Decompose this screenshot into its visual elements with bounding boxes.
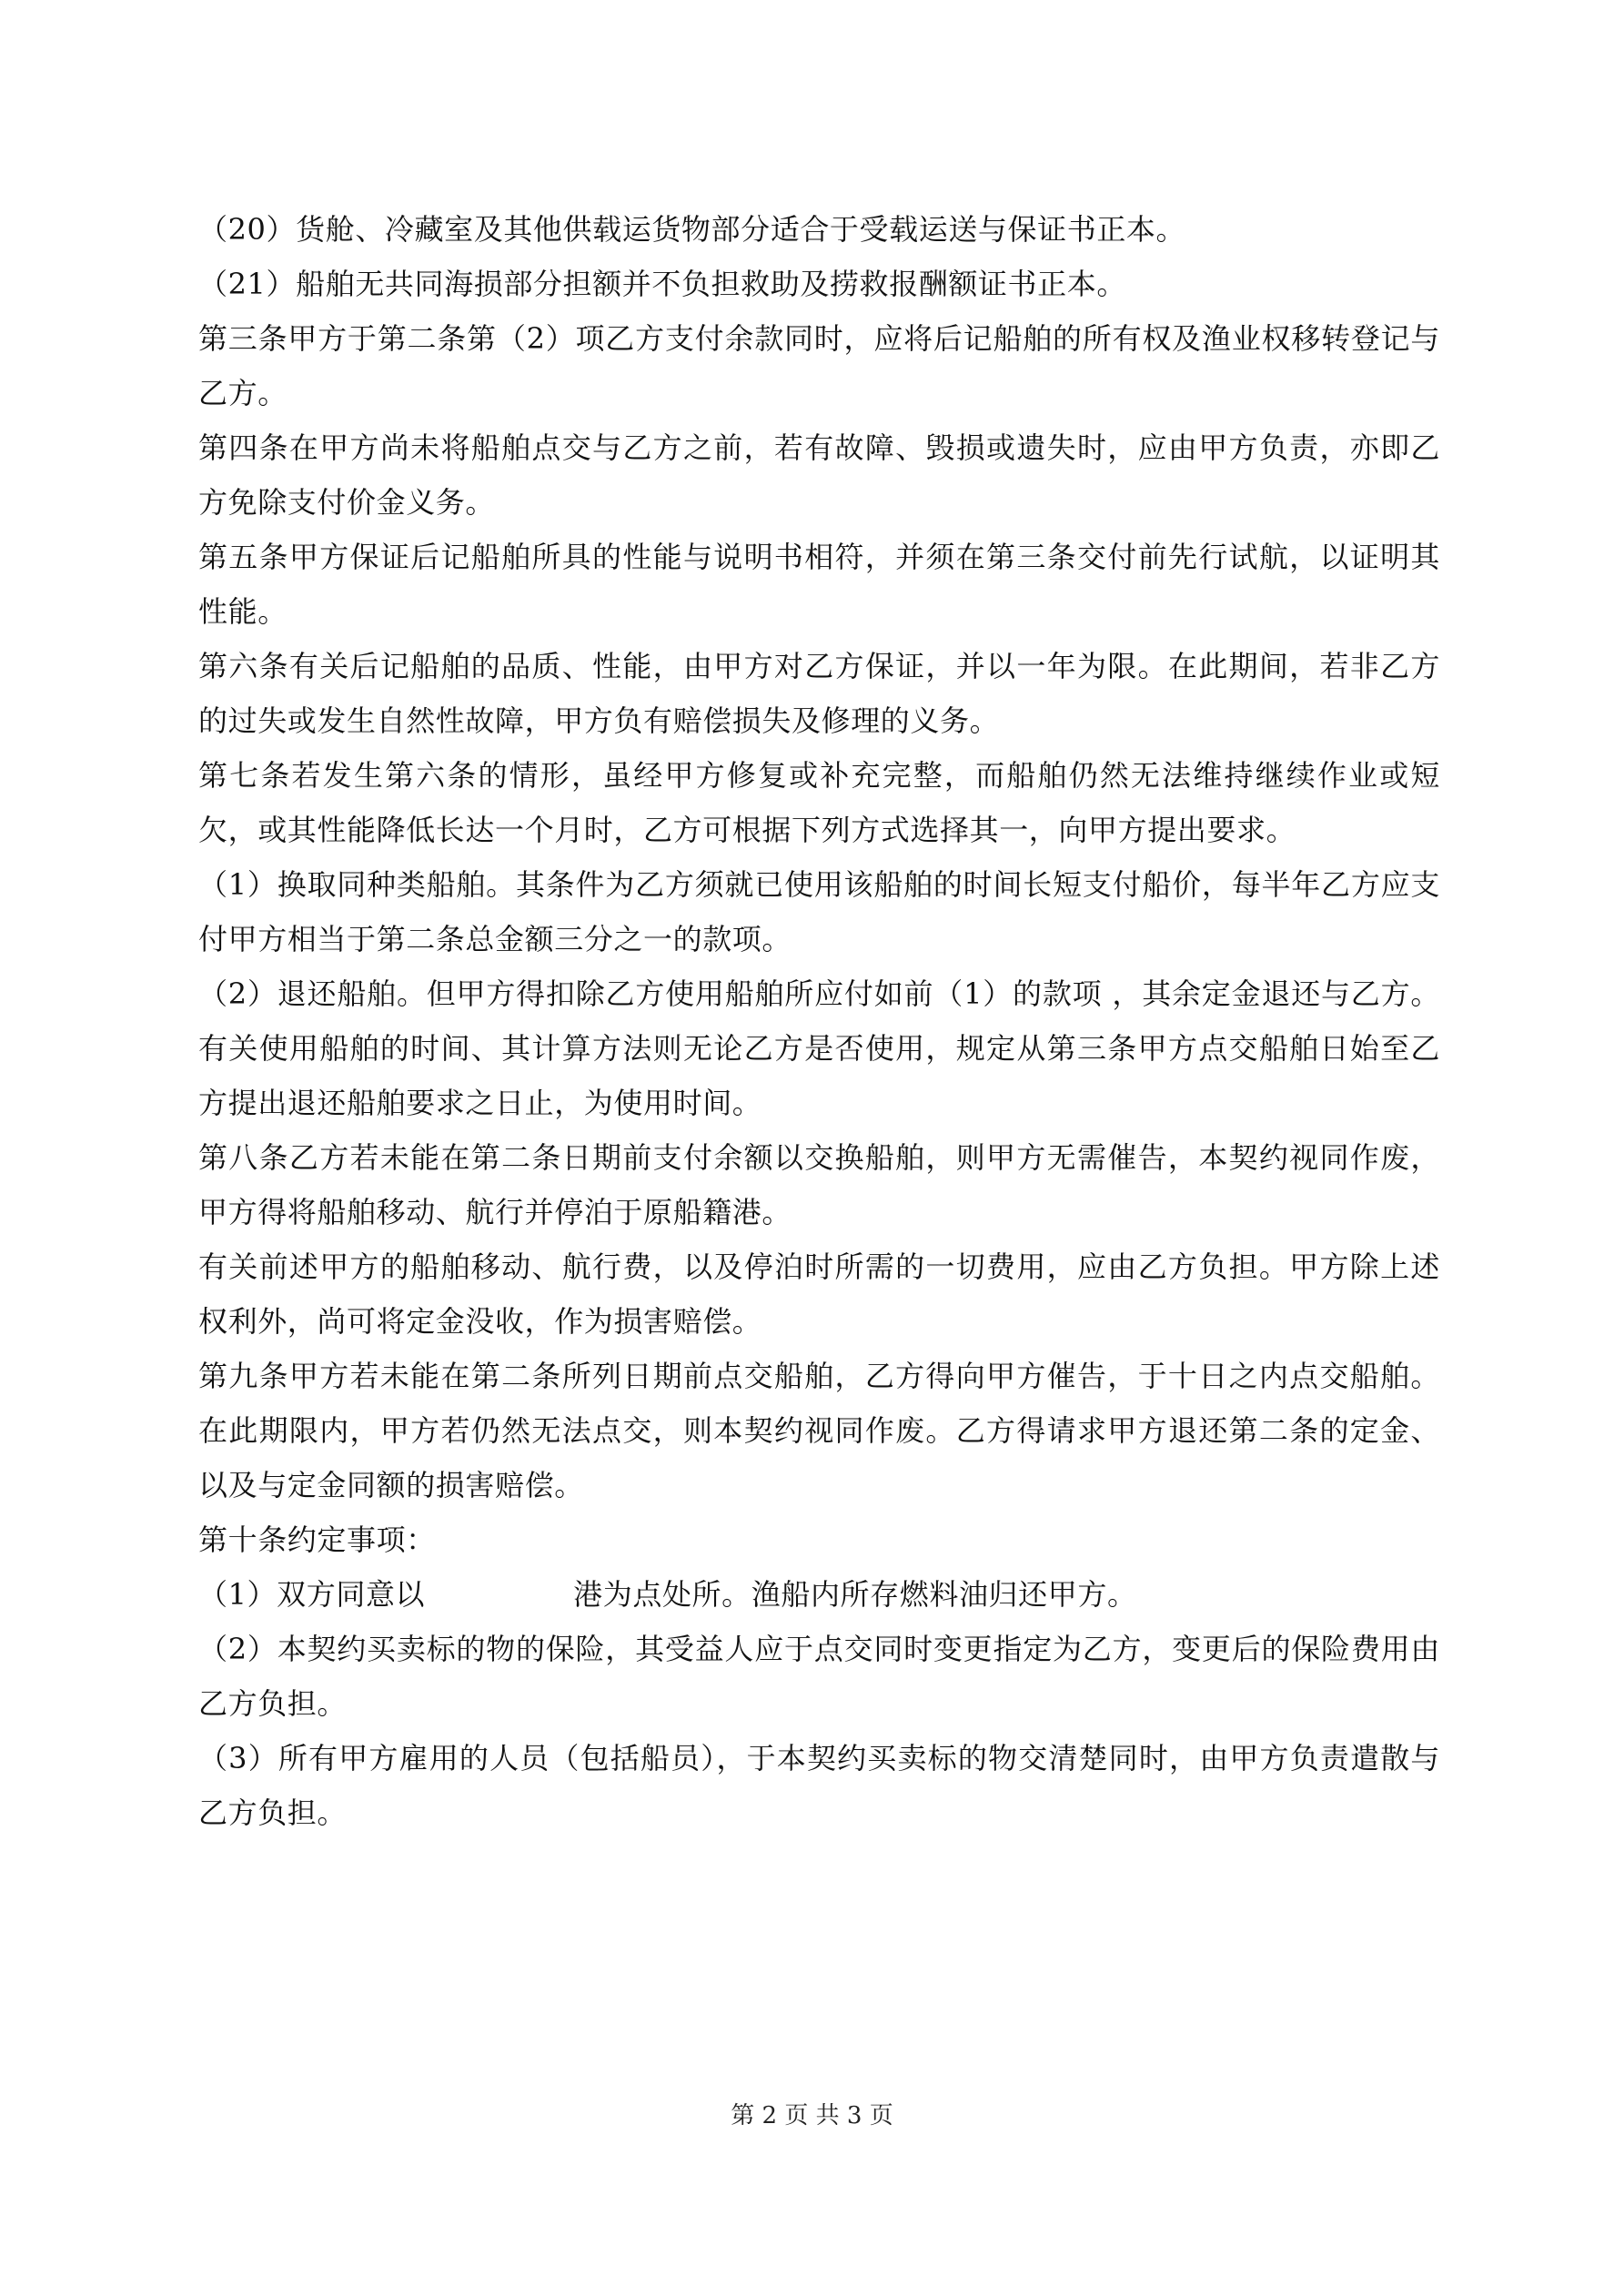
page-footer: 第 2 页 共 3 页 xyxy=(731,2102,893,2129)
article-10-item-3: （3）所有甲方雇用的人员（包括船员），于本契约买卖标的物交清楚同时，由甲方负责遣散与乙方负担。 xyxy=(198,1741,1440,1830)
contract-body xyxy=(198,202,1440,1840)
article-4-loss-before-delivery: 第四条在甲方尚未将船舶点交与乙方之前，若有故障、毁损或遗失时，应由甲方负责，亦即乙方免除支付价金义务。 xyxy=(198,430,1440,520)
article-8-buyer-default: 第八条乙方若未能在第二条日期前支付余额以交换船舶，则甲方无需催告，本契约视同作废，甲方得将船舶移动、航行并停泊于原船籍港。 xyxy=(198,1140,1440,1229)
article-10-heading: 第十条约定事项： xyxy=(198,1522,436,1557)
clause-20-cargo-hold: （20）货舱、冷藏室及其他供载运货物部分适合于受载运送与保证书正本。 xyxy=(198,212,1186,247)
article-10-item-2: （2）本契约买卖标的物的保险，其受益人应于点交同时变更指定为乙方，变更后的保险费用由乙方负担。 xyxy=(198,1632,1440,1721)
article-10-item-1: （1）双方同意以 港为点处所。渔船内所存燃料油归还甲方。 xyxy=(198,1577,1137,1612)
clause-21-general-average: （21）船舶无共同海损部分担额并不负担救助及捞救报酬额证书正本。 xyxy=(198,267,1126,301)
article-6-quality-warranty: 第六条有关后记船舶的品质、性能，由甲方对乙方保证，并以一年为限。在此期间，若非乙方的过失或发生自然性故障，甲方负有赔偿损失及修理的义务。 xyxy=(198,649,1440,738)
article-8-costs: 有关前述甲方的船舶移动、航行费，以及停泊时所需的一切费用，应由乙方负担。甲方除上述权利外，尚可将定金没收，作为损害赔偿。 xyxy=(198,1249,1440,1339)
article-7-defect-remedies: 第七条若发生第六条的情形，虽经甲方修复或补充完整，而船舶仍然无法维持继续作业或短欠，或其性能降低长达一个月时，乙方可根据下列方式选择其一，向甲方提出要求。 xyxy=(198,758,1440,847)
article-3-ownership-transfer: 第三条甲方于第二条第（2）项乙方支付余款同时，应将后记船舶的所有权及渔业权移转登记与乙方。 xyxy=(198,321,1440,410)
article-7-option-2: （2）退还船舶。但甲方得扣除乙方使用船舶所应付如前（1）的款项 ，其余定金退还与乙方。有关使用船舶的时间、其计算方法则无论乙方是否使用，规定从第三条甲方点交船舶日始至乙方提出退还船舶要求之日止，为使用时间。 xyxy=(198,976,1440,1120)
article-7-option-1: （1）换取同种类船舶。其条件为乙方须就已使用该船舶的时间长短支付船价，每半年乙方应支付甲方相当于第二条总金额三分之一的款项。 xyxy=(198,867,1440,956)
article-5-performance-guarantee: 第五条甲方保证后记船舶所具的性能与说明书相符，并须在第三条交付前先行试航，以证明其性能。 xyxy=(198,540,1440,629)
article-9-seller-default: 第九条甲方若未能在第二条所列日期前点交船舶，乙方得向甲方催告，于十日之内点交船舶。在此期限内，甲方若仍然无法点交，则本契约视同作废。乙方得请求甲方退还第二条的定金、以及与定金同额的损害赔偿。 xyxy=(198,1359,1440,1502)
